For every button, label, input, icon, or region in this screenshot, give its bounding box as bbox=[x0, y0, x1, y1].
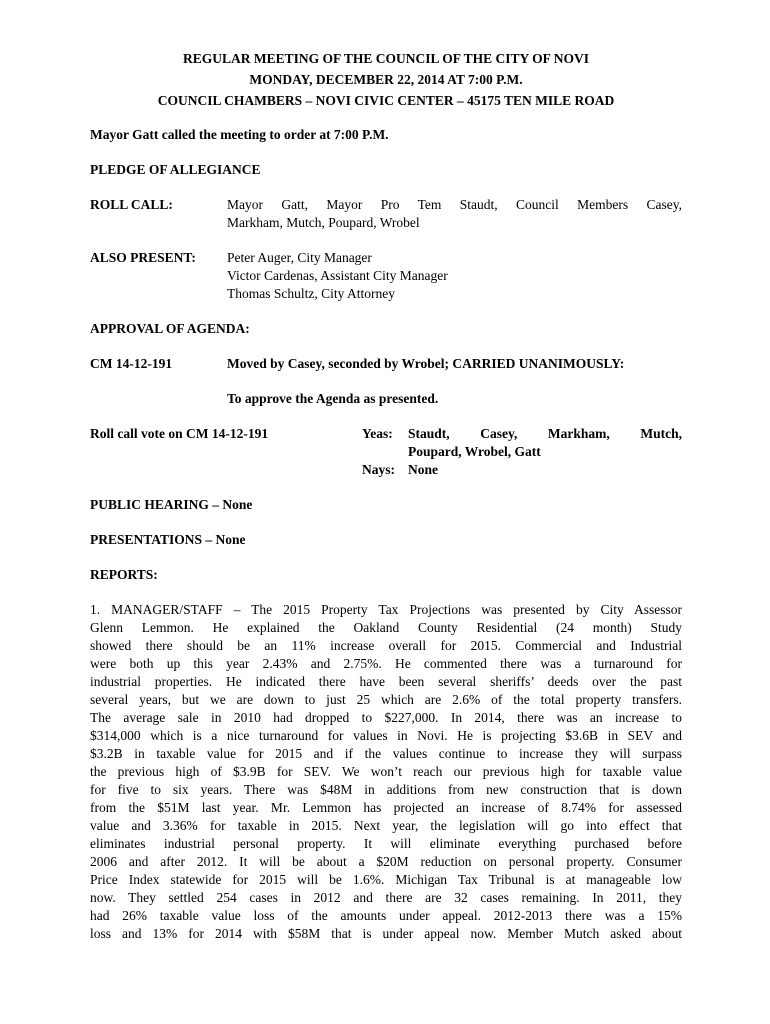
report-line: The average sale in 2010 had dropped to $227,000. In 2014, there was an increase to bbox=[90, 710, 682, 725]
also-present-person: Thomas Schultz, City Attorney bbox=[227, 286, 395, 301]
roll-call-vote bbox=[90, 425, 682, 479]
resolution-spacer bbox=[90, 390, 227, 408]
presentations-heading: PRESENTATIONS – None bbox=[90, 532, 246, 547]
vote-results bbox=[362, 425, 682, 479]
yeas-names: Poupard, Wrobel, Gatt bbox=[408, 444, 541, 459]
report-line: loss and 13% for 2014 with $58M that is under appeal now. Member Mutch asked about bbox=[90, 926, 682, 941]
minutes-page bbox=[90, 48, 682, 943]
report-line: had 26% taxable value loss of the amounts under appeal. 2012-2013 there was a 15% bbox=[90, 908, 682, 923]
roll-call-line: Markham, Mutch, Poupard, Wrobel bbox=[227, 215, 420, 230]
report-paragraph bbox=[90, 601, 682, 943]
also-present-list bbox=[227, 249, 682, 303]
also-present-section bbox=[90, 249, 682, 303]
report-line: 1. MANAGER/STAFF – The 2015 Property Tax Projections was presented by City Assessor bbox=[90, 602, 682, 617]
also-present-person: Victor Cardenas, Assistant City Manager bbox=[227, 268, 448, 283]
report-line: several years, but we are down to just 25 which are 2.6% of the total property transfers. bbox=[90, 692, 682, 707]
report-line: the previous high of $3.9B for SEV. We won’t reach our previous high for taxable value bbox=[90, 764, 682, 779]
reports-heading: REPORTS: bbox=[90, 567, 158, 582]
report-line: Price Index statewide for 2015 will be 1.6%. Michigan Tax Tribunal is at manageable low bbox=[90, 872, 682, 887]
report-line: were both up this year 2.43% and 2.75%. He commented there was a turnaround for bbox=[90, 656, 682, 671]
header-meeting-location: COUNCIL CHAMBERS – NOVI CIVIC CENTER – 45175 TEN MILE ROAD bbox=[157, 93, 615, 108]
header-meeting-title: REGULAR MEETING OF THE COUNCIL OF THE CITY OF NOVI bbox=[183, 51, 589, 66]
report-line: from the $51M last year. Mr. Lemmon has projected an increase of 8.74% for assessed bbox=[90, 800, 682, 815]
yeas-names: Staudt, Casey, Markham, Mutch, bbox=[408, 426, 682, 441]
document-header bbox=[90, 48, 682, 111]
approval-heading: APPROVAL OF AGENDA: bbox=[90, 321, 250, 336]
nays-names: None bbox=[408, 462, 438, 477]
vote-label: Roll call vote on CM 14-12-191 bbox=[90, 426, 269, 441]
resolution-text: To approve the Agenda as presented. bbox=[227, 391, 439, 406]
report-line: value and 3.36% for taxable in 2015. Next year, the legislation will go into effect that bbox=[90, 818, 682, 833]
report-line: eliminates industrial personal property. It will eliminate everything purchased before bbox=[90, 836, 682, 851]
report-line: for five to six years. There was $48M in additions from new construction that is down bbox=[90, 782, 682, 797]
header-meeting-date: MONDAY, DECEMBER 22, 2014 AT 7:00 P.M. bbox=[249, 72, 523, 87]
report-line: $314,000 which is a nice turnaround for values in Novi. He is projecting $3.6B in SEV and bbox=[90, 728, 682, 743]
motion-id: CM 14-12-191 bbox=[90, 356, 173, 371]
yeas-row bbox=[362, 425, 682, 443]
report-line: now. They settled 254 cases in 2012 and there are 32 cases remaining. In 2011, they bbox=[90, 890, 682, 905]
motion-row bbox=[90, 355, 682, 373]
report-line: $3.2B in taxable value for 2015 and if the values continue to increase they will surpass bbox=[90, 746, 682, 761]
nays-row bbox=[362, 461, 682, 479]
roll-call-line: Mayor Gatt, Mayor Pro Tem Staudt, Council Members Casey, bbox=[227, 197, 682, 212]
roll-call-label: ROLL CALL: bbox=[90, 197, 173, 212]
call-to-order: Mayor Gatt called the meeting to order at 7:00 P.M. bbox=[90, 127, 389, 142]
report-line: showed there should be an 11% increase overall for 2015. Commercial and Industrial bbox=[90, 638, 682, 653]
report-line: 2006 and after 2012. It will be about a $20M reduction on personal property. Consumer bbox=[90, 854, 682, 869]
yeas-row-continued bbox=[362, 443, 682, 461]
also-present-person: Peter Auger, City Manager bbox=[227, 250, 372, 265]
yeas-spacer bbox=[362, 443, 408, 461]
report-line: industrial properties. He indicated there have been several sheriffs’ deeds over the past bbox=[90, 674, 682, 689]
motion-text: Moved by Casey, seconded by Wrobel; CARRIED UNANIMOUSLY: bbox=[227, 356, 625, 371]
roll-call-members bbox=[227, 196, 682, 232]
also-present-label: ALSO PRESENT: bbox=[90, 250, 196, 265]
roll-call-section bbox=[90, 196, 682, 232]
pledge-heading: PLEDGE OF ALLEGIANCE bbox=[90, 162, 261, 177]
nays-label: Nays: bbox=[362, 462, 395, 477]
resolution-row bbox=[90, 390, 682, 408]
public-hearing-heading: PUBLIC HEARING – None bbox=[90, 497, 253, 512]
report-line: Glenn Lemmon. He explained the Oakland County Residential (24 month) Study bbox=[90, 620, 682, 635]
yeas-label: Yeas: bbox=[362, 426, 393, 441]
